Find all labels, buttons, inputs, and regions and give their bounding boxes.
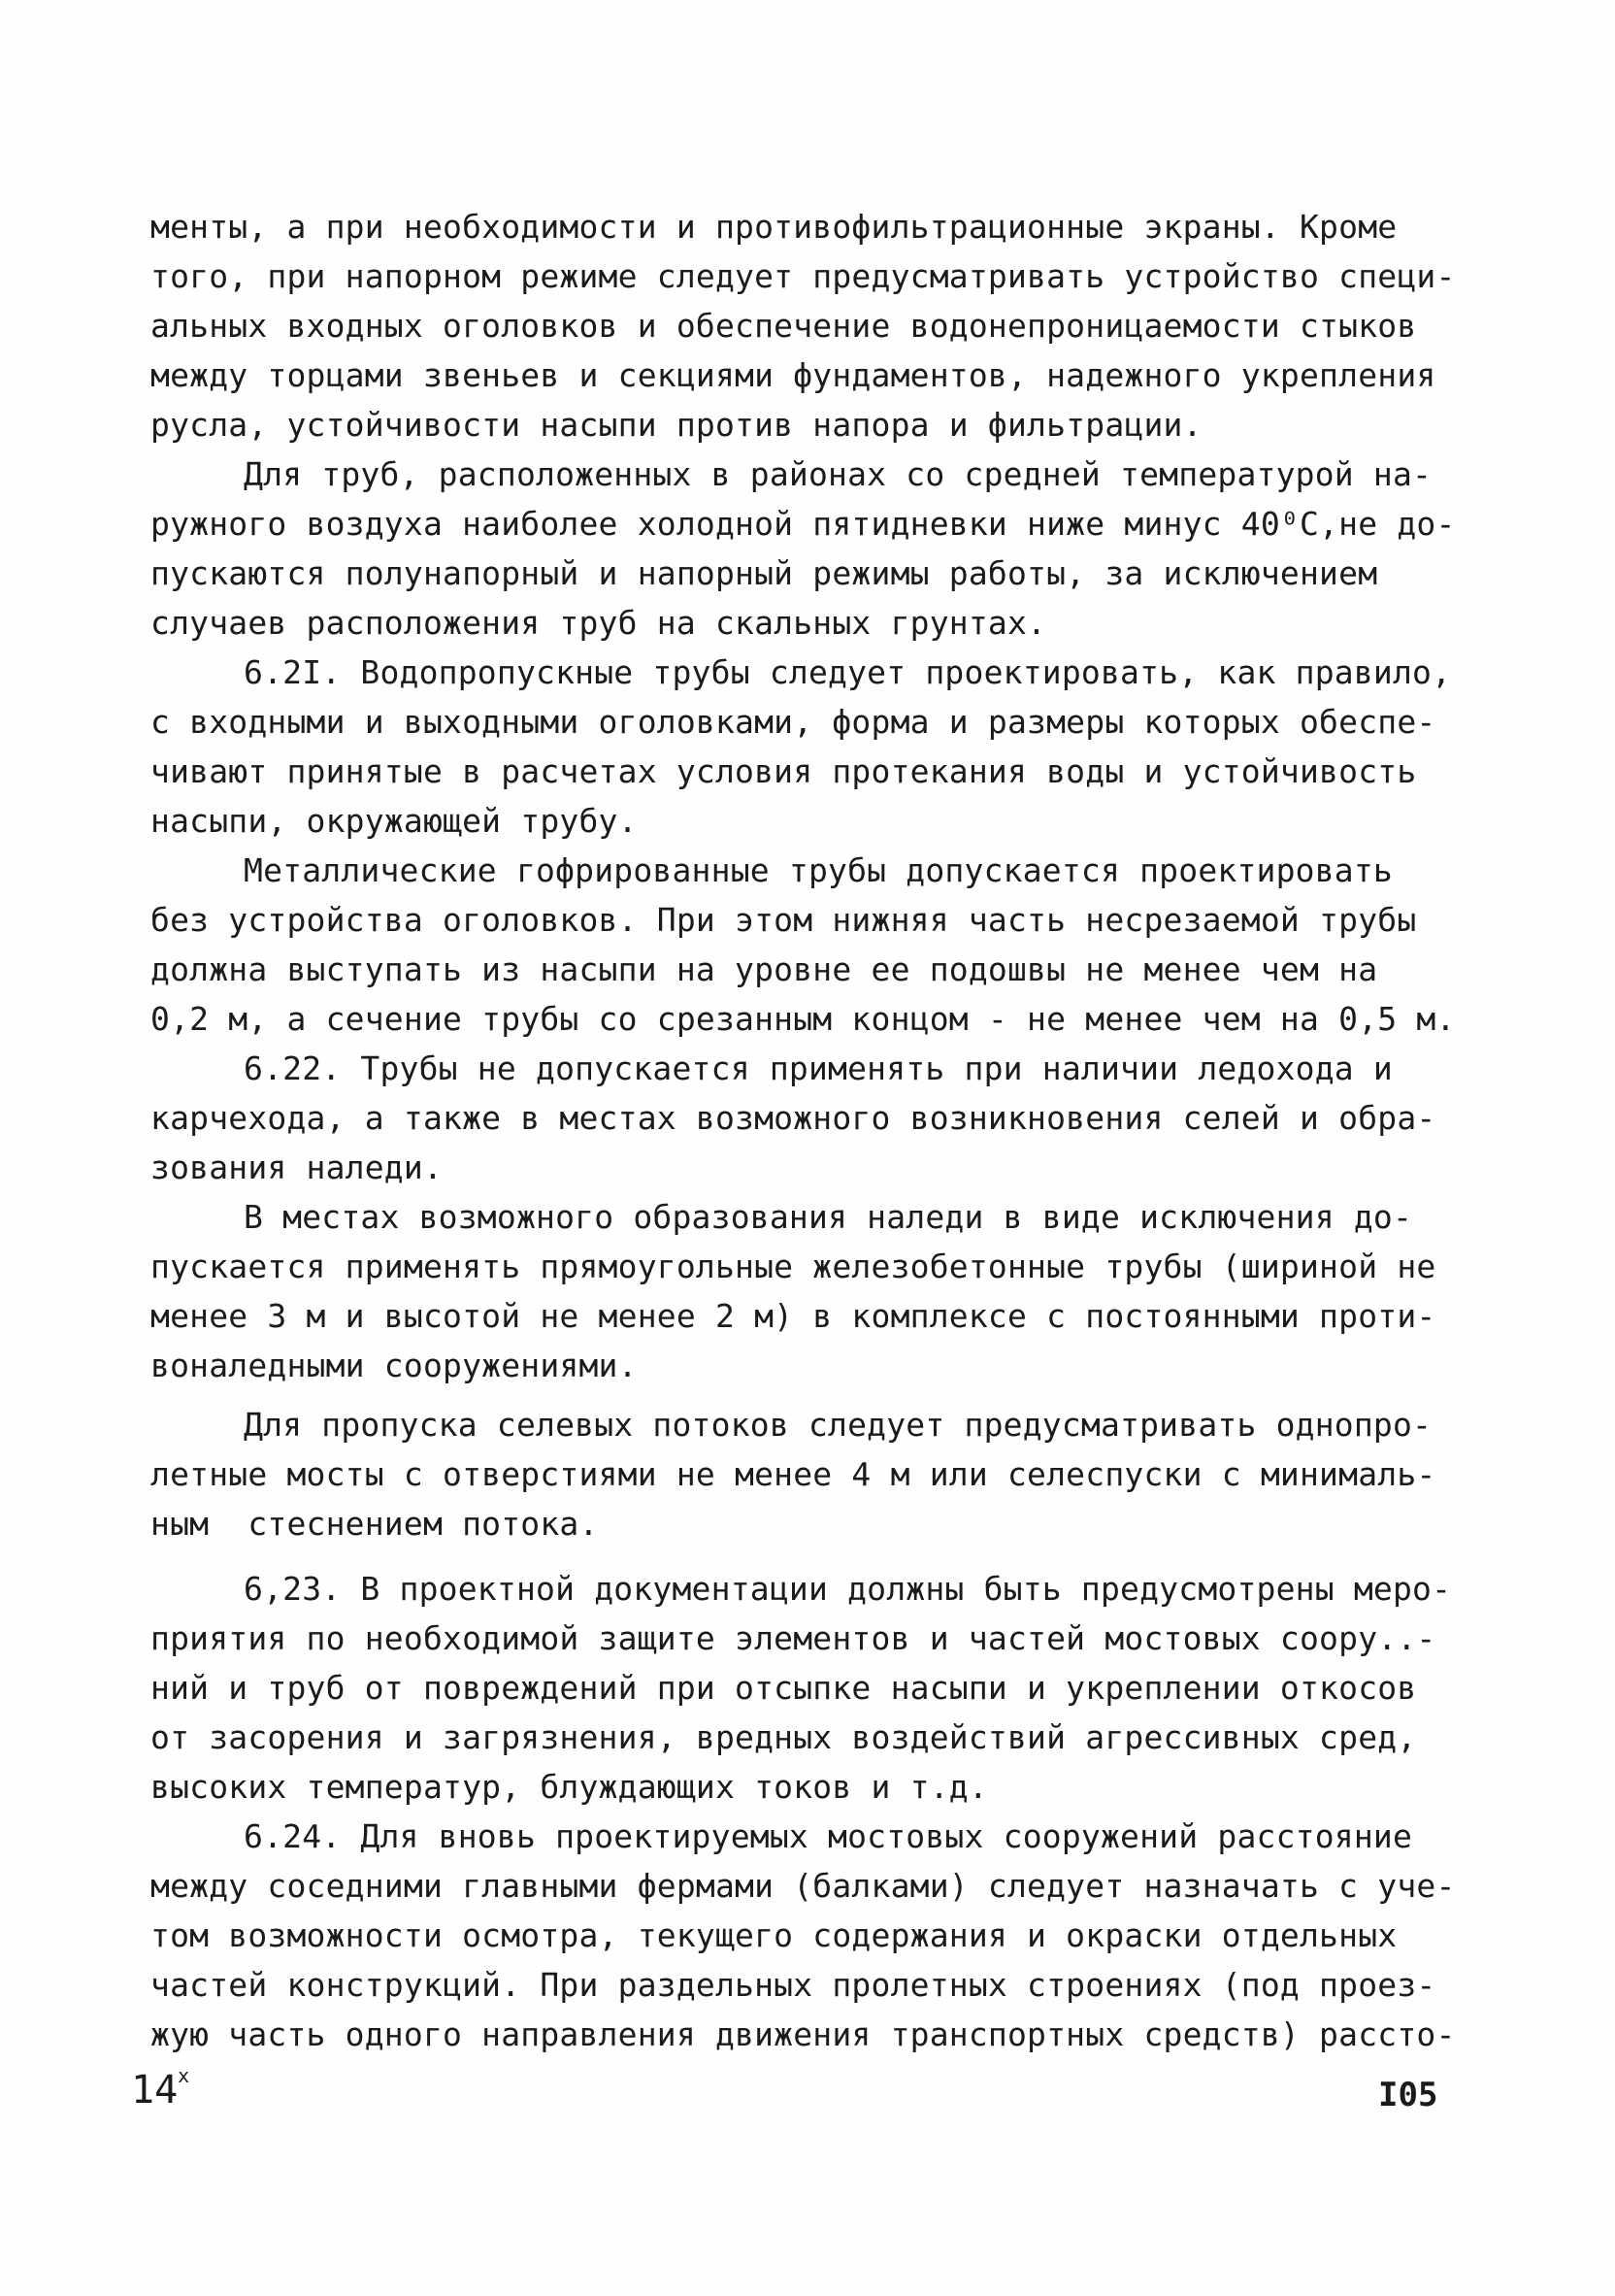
text-line: ний и труб от повреждений при отсыпке насыпи и укреплении откосов <box>150 1669 1417 1707</box>
text-line: пускается применять прямоугольные железобетонные трубы (шириной не <box>150 1248 1436 1285</box>
paragraph <box>150 1044 1470 1192</box>
page-number: I05 <box>1378 2076 1438 2114</box>
paragraph <box>150 1564 1470 1812</box>
text-line: В местах возможного образования наледи в виде исключения до- <box>244 1198 1413 1236</box>
text-line: случаев расположения труб на скальных грунтах. <box>150 604 1047 642</box>
text-line: альных входных оголовков и обеспечение водонепроницаемости стыков <box>150 307 1417 345</box>
text-line: 6,23. В проектной документации должны быть предусмотрены меро- <box>244 1570 1452 1608</box>
text-line: 0,2 м, а сечение трубы со срезанным концом - не менее чем на 0,5 м. <box>150 1000 1456 1038</box>
text-line: жую часть одного направления движения транспортных средств) рассто- <box>150 2015 1456 2053</box>
text-line: воналедными сооружениями. <box>150 1347 638 1384</box>
text-line: от засорения и загрязнения, вредных воздействий агрессивных сред, <box>150 1718 1417 1756</box>
paragraph <box>150 648 1470 846</box>
paragraph <box>150 1192 1470 1390</box>
text-line: Для труб, расположенных в районах со средней температурой на- <box>244 455 1433 493</box>
text-line: частей конструкций. При раздельных пролетных строениях (под проез- <box>150 1966 1436 2004</box>
text-line: высоких температур, блуждающих токов и т.д. <box>150 1768 988 1806</box>
text-line: ружного воздуха наиболее холодной пятидневки ниже минус 40⁰С,не до- <box>150 505 1456 543</box>
text-line: Для пропуска селевых потоков следует предусматривать однопро- <box>244 1406 1433 1444</box>
text-line: зования наледи. <box>150 1148 444 1186</box>
handwritten-sheet-mark <box>131 2064 190 2113</box>
text-line: насыпи, окружающей трубу. <box>150 802 638 840</box>
text-line: приятия по необходимой защите элементов и частей мостовых соору..- <box>150 1619 1436 1657</box>
text-line: чивают принятые в расчетах условия протекания воды и устойчивость <box>150 752 1417 790</box>
text-line: карчехода, а также в местах возможного возникновения селей и обра- <box>150 1099 1436 1137</box>
text-line: между торцами звеньев и секциями фундаментов, надежного укрепления <box>150 356 1436 394</box>
text-line: с входными и выходными оголовками, форма и размеры которых обеспе- <box>150 703 1436 741</box>
text-line: 6.22. Трубы не допускается применять при наличии ледохода и <box>244 1049 1393 1087</box>
text-line: русла, устойчивости насыпи против напора и фильтрации. <box>150 406 1203 444</box>
text-line: 6.24. Для вновь проектируемых мостовых сооружений расстояние <box>244 1817 1413 1855</box>
sheet-mark-number: 14 <box>131 2068 179 2113</box>
text-line: Металлические гофрированные трубы допускается проектировать <box>244 851 1393 889</box>
paragraph <box>150 202 1470 449</box>
text-line: того, при напорном режиме следует предусматривать устройство специ- <box>150 257 1456 295</box>
text-line: должна выступать из насыпи на уровне ее подошвы не менее чем на <box>150 950 1378 988</box>
text-line: между соседними главными фермами (балками) следует назначать с уче- <box>150 1867 1456 1905</box>
text-line: 6.2I. Водопропускные трубы следует проектировать, как правило, <box>244 653 1452 691</box>
paragraph <box>150 1400 1470 1548</box>
paragraph <box>150 449 1470 648</box>
text-line: менты, а при необходимости и противофильтрационные экраны. Кроме <box>150 208 1398 246</box>
text-line: ным стеснением потока. <box>150 1505 599 1543</box>
paragraph <box>150 1812 1470 2059</box>
text-line: том возможности осмотра, текущего содержания и окраски отдельных <box>150 1916 1398 1954</box>
text-line: без устройства оголовков. При этом нижняя часть несрезаемой трубы <box>150 901 1417 939</box>
text-line: менее 3 м и высотой не менее 2 м) в комплексе с постоянными проти- <box>150 1297 1436 1335</box>
paragraph <box>150 846 1470 1044</box>
text-line: летные мосты с отверстиями не менее 4 м или селеспуски с минималь- <box>150 1455 1436 1493</box>
sheet-mark-superscript: x <box>178 2064 190 2087</box>
text-line: пускаются полунапорный и напорный режимы работы, за исключением <box>150 554 1378 592</box>
body-text <box>150 202 1470 2059</box>
